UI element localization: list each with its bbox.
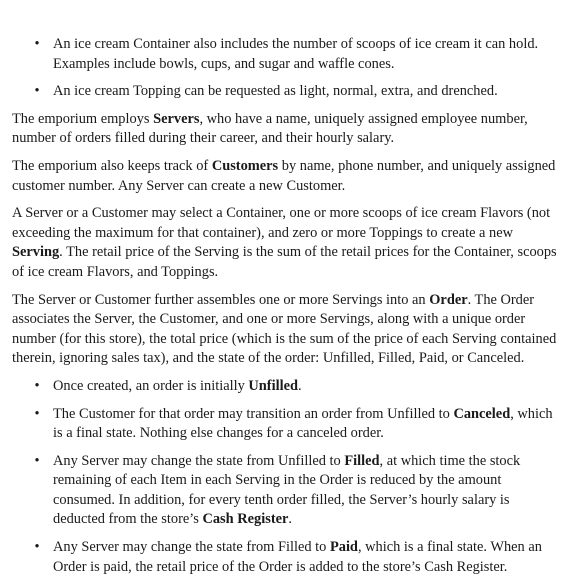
bullet-icon: • — [34, 36, 40, 52]
unfilled-term: Unfilled — [248, 377, 298, 394]
order-paragraph: The Server or Customer further assembles one or more Servings into an Order. The Order associates the Server, the Customer, and one or more Servings, along with a unique order number (for this store), the total price (which is the sum of the price of each Serving contained therein, ignoring sales tax), and the state of the order: Unfilled, Filled, Paid, or Canceled. — [12, 291, 557, 367]
list-item: • The Customer for that order may transition an order from Unfilled to Canceled, which is a final state. Nothing else changes for a canceled order. — [34, 405, 553, 442]
customers-term: Customers — [211, 157, 279, 174]
bullet-icon: • — [34, 452, 40, 469]
list-item-text: An ice cream Topping can be requested as light, normal, extra, and drenched. — [53, 83, 498, 100]
list-item: • Any Server may change the state from Unfilled to Filled, at which time the stock remaining of each Item in each Serving in the Order is reduced by the amount consumed. In addition, for every tenth order filled, the Server’s hourly salary is deducted from the store’s Cash Register. — [34, 452, 521, 528]
servers-paragraph: The emporium employs Servers, who have a name, uniquely assigned employee number, number of orders filled during their career, and their hourly salary. — [12, 110, 528, 147]
customers-paragraph: The emporium also keeps track of Customers by name, phone number, and uniquely assigned customer number. Any Server can create a new Customer. — [12, 157, 556, 194]
bullet-icon: • — [34, 405, 40, 422]
list-item-text: An ice cream Container also includes the number of scoops of ice cream it can hold. Examples include bowls, cups, and sugar and waffle cones. — [53, 36, 539, 72]
canceled-term: Canceled — [453, 405, 511, 422]
order-state-list — [12, 377, 562, 577]
bullet-icon: • — [34, 539, 40, 556]
serving-term: Serving — [12, 244, 60, 261]
servers-term: Servers — [153, 110, 200, 127]
filled-term: Filled — [344, 452, 380, 469]
list-item: • Any Server may change the state from Filled to Paid, which is a final state. When an Order is paid, the retail price of the Order is added to the store’s Cash Register. — [34, 539, 542, 575]
list-item — [12, 82, 562, 102]
list-item: • Once created, an order is initially Unfilled. — [12, 377, 562, 397]
container-topping-list — [12, 35, 562, 102]
bullet-icon: • — [34, 83, 40, 100]
bullet-icon: • — [34, 377, 40, 394]
serving-paragraph: A Server or a Customer may select a Container, one or more scoops of ice cream Flavors (not exceeding the maximum for that container), and zero or more Toppings to create a new Serving. The retail price of the Serving is the sum of the retail prices for the Container, scoops of ice cream Flavors, and Toppings. — [12, 205, 557, 280]
list-item — [12, 35, 562, 74]
order-term: Order — [429, 291, 468, 308]
cash-register-term: Cash Register — [202, 511, 289, 528]
paid-term: Paid — [329, 539, 358, 556]
